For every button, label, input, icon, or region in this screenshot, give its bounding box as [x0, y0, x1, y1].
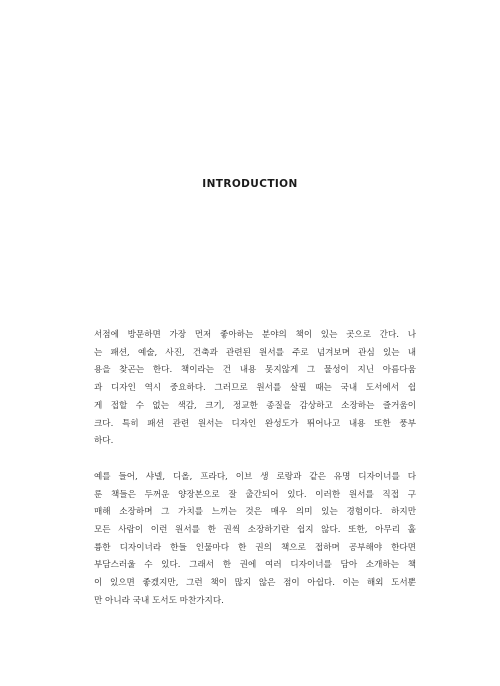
text-line: 게 접할 수 없는 색감, 크기, 정교한 종질을 감상하고 소장하는 즐거움이 — [94, 400, 416, 411]
text-line: 룬 책들은 두꺼운 양장본으로 잘 출간되어 있다. 이러한 원서를 직접 구 — [94, 489, 416, 500]
text-line: 륭한 디자이너라 한들 인물마다 한 권의 책으로 접하며 공부해야 한다면 — [94, 542, 416, 553]
body-text — [94, 327, 416, 611]
text-line: 부담스러울 수 있다. 그래서 한 권에 여러 디자이너를 담아 소개하는 책 — [94, 560, 416, 571]
text-line: 매해 소장하며 그 가치를 느끼는 것은 매우 의미 있는 경험이다. 하지만 — [94, 507, 416, 518]
text-line: 하다. — [94, 436, 114, 447]
text-line: 과 디자인 역시 중요하다. 그러므로 원서를 살필 때는 국내 도서에서 쉽 — [94, 383, 416, 394]
text-line: 서점에 방문하면 가장 먼저 좋아하는 분야의 책이 있는 곳으로 간다. 나 — [94, 330, 416, 340]
text-line: 크다. 특히 패션 관련 원서는 디자인 완성도가 뛰어나고 내용 또한 풍부 — [94, 418, 416, 429]
text-line: 이 있으면 좋겠지만, 그런 책이 많지 않은 점이 아쉽다. 이는 해외 도서뿐 — [94, 578, 416, 589]
text-line: 용을 찾곤는 한다. 책이라는 건 내용 못지않게 그 물성이 지닌 아름다움 — [94, 365, 416, 376]
text-line: 만 아니라 국내 도서도 마찬가지다. — [94, 595, 224, 606]
paragraph-2 — [94, 469, 416, 611]
paragraph-1 — [94, 327, 416, 451]
text-line: 모든 사람이 이런 원서를 한 권씩 소장하기란 쉽지 않다. 또한, 아무리 훌 — [94, 525, 416, 536]
text-line: 예를 들어, 샤넬, 디올, 프라다, 이브 생 로랑과 같은 유명 디자이너를 다 — [94, 471, 416, 482]
text-line: 는 패션, 예술, 사진, 건축과 관련된 원서를 주로 넘겨보며 관심 있는 내 — [94, 347, 416, 358]
page-title: INTRODUCTION — [202, 178, 298, 190]
